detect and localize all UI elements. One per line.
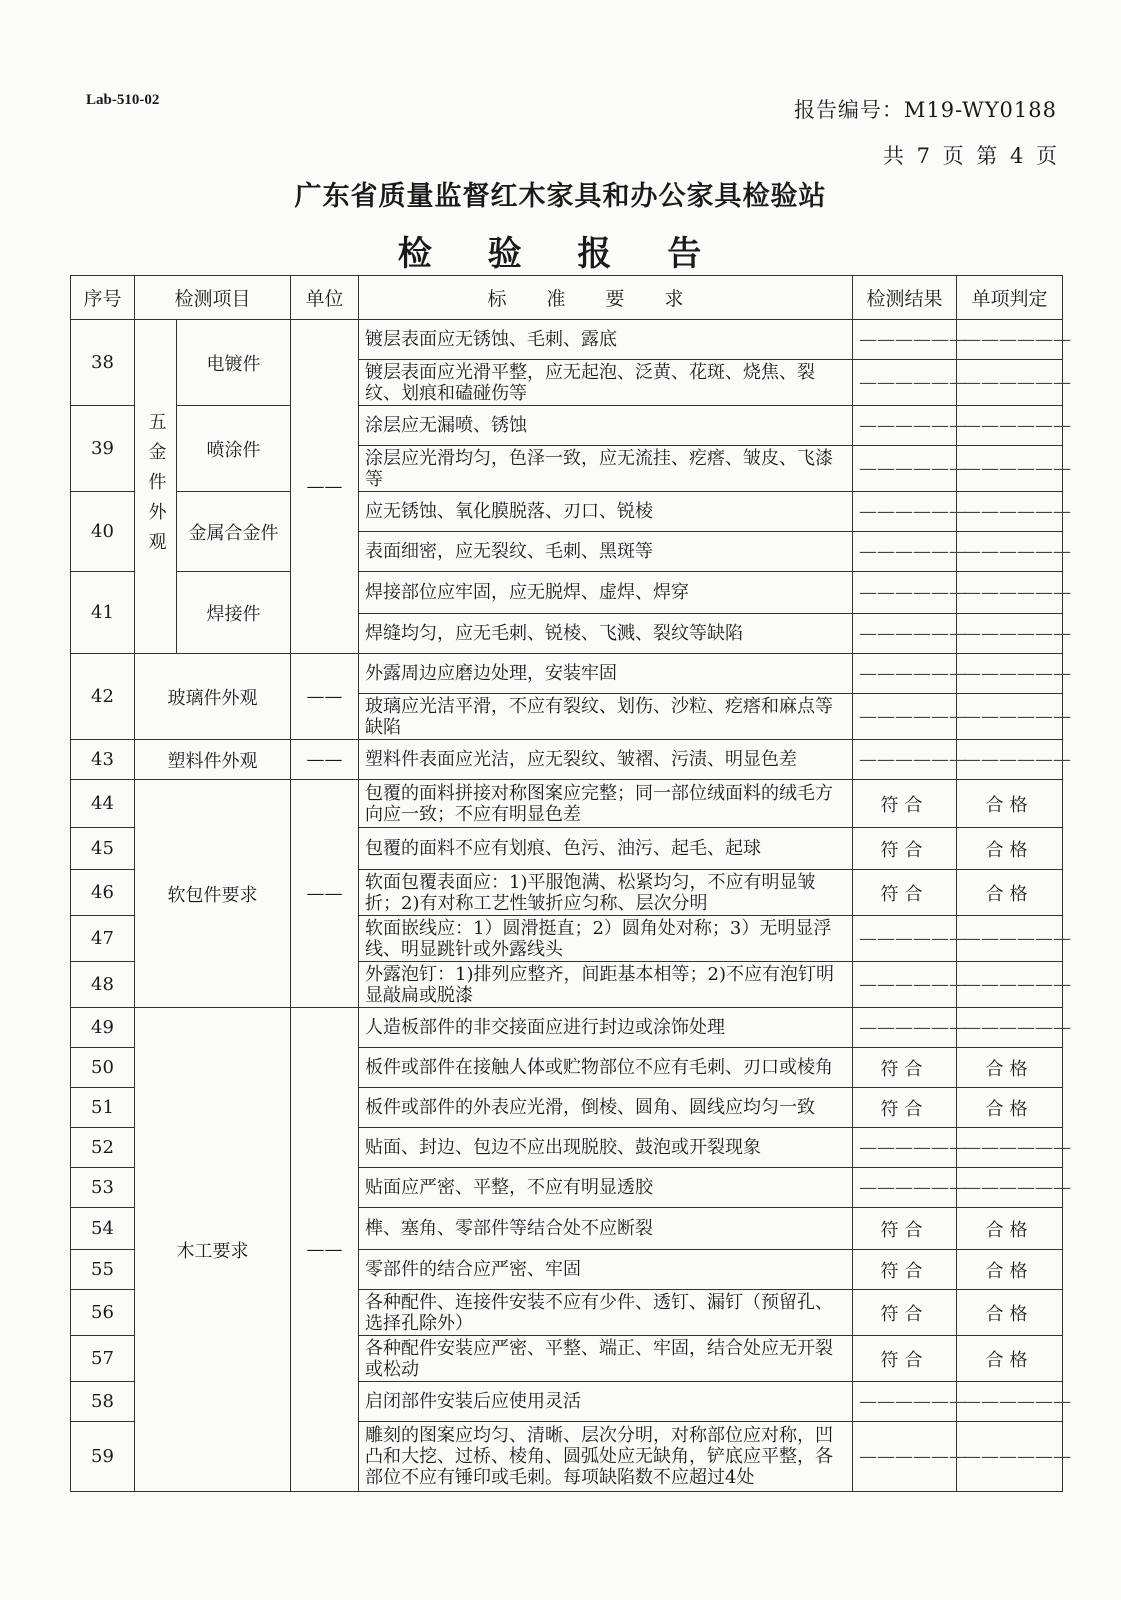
seq-cell: 55 <box>71 1250 135 1290</box>
inspection-table-wrapper <box>70 275 1072 1492</box>
header-project: 检测项目 <box>135 276 291 320</box>
table-header-row <box>71 276 1063 320</box>
soft-group-cell: 软包件要求 <box>135 780 291 1008</box>
result-cell: —————— <box>853 360 957 406</box>
document-title: 检 验 报 告 <box>397 234 724 274</box>
page-info: 共 7 页 第 4 页 <box>882 144 1057 168</box>
seq-cell: 39 <box>71 406 135 492</box>
result-cell: 符合 <box>853 1250 957 1290</box>
result-cell: —————— <box>853 694 957 740</box>
judgement-cell: 合格 <box>957 1250 1063 1290</box>
result-cell: —————— <box>853 1382 957 1422</box>
unit-cell: —— <box>291 654 359 740</box>
result-cell: —————— <box>853 654 957 694</box>
judgement-cell: —————— <box>957 572 1063 614</box>
table-row <box>71 1008 1063 1048</box>
item-name-cell: 焊接件 <box>177 572 291 654</box>
result-cell: —————— <box>853 614 957 654</box>
seq-cell: 38 <box>71 320 135 406</box>
judgement-cell: 合格 <box>957 828 1063 870</box>
judgement-cell: —————— <box>957 694 1063 740</box>
requirement-cell: 软面包覆表面应：1)平服饱满、松紧均匀，不应有明显皱折；2)有对称工艺性皱折应匀称、层次分明 <box>359 870 853 916</box>
result-cell: 符合 <box>853 1088 957 1128</box>
requirement-cell: 塑料件表面应光洁，应无裂纹、皱褶、污渍、明显色差 <box>359 740 853 780</box>
result-cell: 符合 <box>853 1290 957 1336</box>
seq-cell: 54 <box>71 1208 135 1250</box>
requirement-cell: 软面嵌线应：1）圆滑挺直；2）圆角处对称；3）无明显浮线、明显跳针或外露线头 <box>359 916 853 962</box>
judgement-cell: —————— <box>957 1382 1063 1422</box>
judgement-cell: —————— <box>957 740 1063 780</box>
seq-cell: 42 <box>71 654 135 740</box>
table-row <box>71 740 1063 780</box>
requirement-cell: 各种配件、连接件安装不应有少件、透钉、漏钉（预留孔、选择孔除外） <box>359 1290 853 1336</box>
seq-cell: 40 <box>71 492 135 572</box>
group-hardware-cell <box>135 320 177 654</box>
result-cell: 符合 <box>853 870 957 916</box>
table-row <box>71 406 1063 446</box>
judgement-cell: —————— <box>957 406 1063 446</box>
judgement-cell: —————— <box>957 360 1063 406</box>
table-row <box>71 320 1063 360</box>
judgement-cell: —————— <box>957 1422 1063 1492</box>
judgement-cell: —————— <box>957 446 1063 492</box>
table-row <box>71 492 1063 532</box>
judgement-cell: 合格 <box>957 1088 1063 1128</box>
result-cell: 符合 <box>853 1336 957 1382</box>
requirement-cell: 外露泡钉：1)排列应整齐，间距基本相等；2)不应有泡钉明显敲扁或脱漆 <box>359 962 853 1008</box>
header-requirement: 标准要求 <box>359 276 853 320</box>
unit-cell: —— <box>291 320 359 654</box>
seq-cell: 46 <box>71 870 135 916</box>
requirement-cell: 贴面、封边、包边不应出现脱胶、鼓泡或开裂现象 <box>359 1128 853 1168</box>
judgement-cell: 合格 <box>957 1048 1063 1088</box>
requirement-cell: 启闭部件安装后应使用灵活 <box>359 1382 853 1422</box>
header-result: 检测结果 <box>853 276 957 320</box>
result-cell: 符合 <box>853 1208 957 1250</box>
result-cell: —————— <box>853 916 957 962</box>
judgement-cell: 合格 <box>957 1336 1063 1382</box>
requirement-cell: 贴面应严密、平整，不应有明显透胶 <box>359 1168 853 1208</box>
requirement-cell: 板件或部件在接触人体或贮物部位不应有毛刺、刃口或棱角 <box>359 1048 853 1088</box>
requirement-cell: 镀层表面应光滑平整，应无起泡、泛黄、花斑、烧焦、裂纹、划痕和磕碰伤等 <box>359 360 853 406</box>
item-name-cell: 电镀件 <box>177 320 291 406</box>
judgement-cell: 合格 <box>957 1208 1063 1250</box>
result-cell: —————— <box>853 1008 957 1048</box>
seq-cell: 47 <box>71 916 135 962</box>
judgement-cell: —————— <box>957 916 1063 962</box>
requirement-cell: 表面细密，应无裂纹、毛刺、黑斑等 <box>359 532 853 572</box>
seq-cell: 52 <box>71 1128 135 1168</box>
seq-cell: 56 <box>71 1290 135 1336</box>
judgement-cell: —————— <box>957 654 1063 694</box>
requirement-cell: 榫、塞角、零部件等结合处不应断裂 <box>359 1208 853 1250</box>
result-cell: —————— <box>853 962 957 1008</box>
result-cell: —————— <box>853 572 957 614</box>
lab-code: Lab-510-02 <box>86 92 160 108</box>
result-cell: —————— <box>853 1128 957 1168</box>
unit-cell: —— <box>291 1008 359 1492</box>
seq-cell: 45 <box>71 828 135 870</box>
seq-cell: 49 <box>71 1008 135 1048</box>
judgement-cell: —————— <box>957 614 1063 654</box>
header-seq: 序号 <box>71 276 135 320</box>
item-name-cell: 金属合金件 <box>177 492 291 572</box>
result-cell: —————— <box>853 532 957 572</box>
requirement-cell: 零部件的结合应严密、牢固 <box>359 1250 853 1290</box>
seq-cell: 48 <box>71 962 135 1008</box>
requirement-cell: 板件或部件的外表应光滑，倒棱、圆角、圆线应均匀一致 <box>359 1088 853 1128</box>
wood-group-cell: 木工要求 <box>135 1008 291 1492</box>
requirement-cell: 焊接部位应牢固，应无脱焊、虚焊、焊穿 <box>359 572 853 614</box>
requirement-cell: 应无锈蚀、氧化膜脱落、刃口、锐棱 <box>359 492 853 532</box>
seq-cell: 44 <box>71 780 135 828</box>
judgement-cell: —————— <box>957 1008 1063 1048</box>
judgement-cell: —————— <box>957 1128 1063 1168</box>
table-row <box>71 572 1063 614</box>
result-cell: —————— <box>853 492 957 532</box>
item-name-cell: 玻璃件外观 <box>135 654 291 740</box>
seq-cell: 43 <box>71 740 135 780</box>
result-cell: 符合 <box>853 1048 957 1088</box>
requirement-cell: 外露周边应磨边处理，安装牢固 <box>359 654 853 694</box>
seq-cell: 51 <box>71 1088 135 1128</box>
requirement-cell: 玻璃应光洁平滑，不应有裂纹、划伤、沙粒、疙瘩和麻点等缺陷 <box>359 694 853 740</box>
result-cell: —————— <box>853 1422 957 1492</box>
seq-cell: 50 <box>71 1048 135 1088</box>
judgement-cell: —————— <box>957 492 1063 532</box>
judgement-cell: —————— <box>957 320 1063 360</box>
item-name-cell: 喷涂件 <box>177 406 291 492</box>
report-number: 报告编号：M19-WY0188 <box>793 98 1057 122</box>
seq-cell: 41 <box>71 572 135 654</box>
judgement-cell: 合格 <box>957 870 1063 916</box>
requirement-cell: 雕刻的图案应均匀、清晰、层次分明，对称部位应对称，凹凸和大挖、过桥、棱角、圆弧处应无缺角，铲底应平整，各部位不应有锤印或毛刺。每项缺陷数不应超过4处 <box>359 1422 853 1492</box>
requirement-cell: 涂层应无漏喷、锈蚀 <box>359 406 853 446</box>
requirement-cell: 包覆的面料不应有划痕、色污、油污、起毛、起球 <box>359 828 853 870</box>
requirement-cell: 人造板部件的非交接面应进行封边或涂饰处理 <box>359 1008 853 1048</box>
result-cell: 符合 <box>853 828 957 870</box>
result-cell: —————— <box>853 446 957 492</box>
judgement-cell: —————— <box>957 1168 1063 1208</box>
judgement-cell: —————— <box>957 962 1063 1008</box>
seq-cell: 57 <box>71 1336 135 1382</box>
result-cell: —————— <box>853 1168 957 1208</box>
seq-cell: 53 <box>71 1168 135 1208</box>
header-unit: 单位 <box>291 276 359 320</box>
seq-cell: 59 <box>71 1422 135 1492</box>
requirement-cell: 各种配件安装应严密、平整、端正、牢固，结合处应无开裂或松动 <box>359 1336 853 1382</box>
judgement-cell: 合格 <box>957 1290 1063 1336</box>
inspection-table <box>70 275 1072 1492</box>
unit-cell: —— <box>291 780 359 1008</box>
result-cell: —————— <box>853 740 957 780</box>
item-name-cell: 塑料件外观 <box>135 740 291 780</box>
result-cell: 符合 <box>853 780 957 828</box>
header-judgement: 单项判定 <box>957 276 1063 320</box>
requirement-cell: 包覆的面料拼接对称图案应完整；同一部位绒面料的绒毛方向应一致；不应有明显色差 <box>359 780 853 828</box>
table-row <box>71 654 1063 694</box>
organization-title: 广东省质量监督红木家具和办公家具检验站 <box>294 181 827 212</box>
requirement-cell: 镀层表面应无锈蚀、毛刺、露底 <box>359 320 853 360</box>
result-cell: —————— <box>853 320 957 360</box>
group-hardware-label: 五金件外观 <box>145 411 167 562</box>
table-row <box>71 780 1063 828</box>
judgement-cell: —————— <box>957 532 1063 572</box>
judgement-cell: 合格 <box>957 780 1063 828</box>
requirement-cell: 焊缝均匀，应无毛刺、锐棱、飞溅、裂纹等缺陷 <box>359 614 853 654</box>
unit-cell: —— <box>291 740 359 780</box>
seq-cell: 58 <box>71 1382 135 1422</box>
requirement-cell: 涂层应光滑均匀，色泽一致，应无流挂、疙瘩、皱皮、飞漆等 <box>359 446 853 492</box>
result-cell: —————— <box>853 406 957 446</box>
